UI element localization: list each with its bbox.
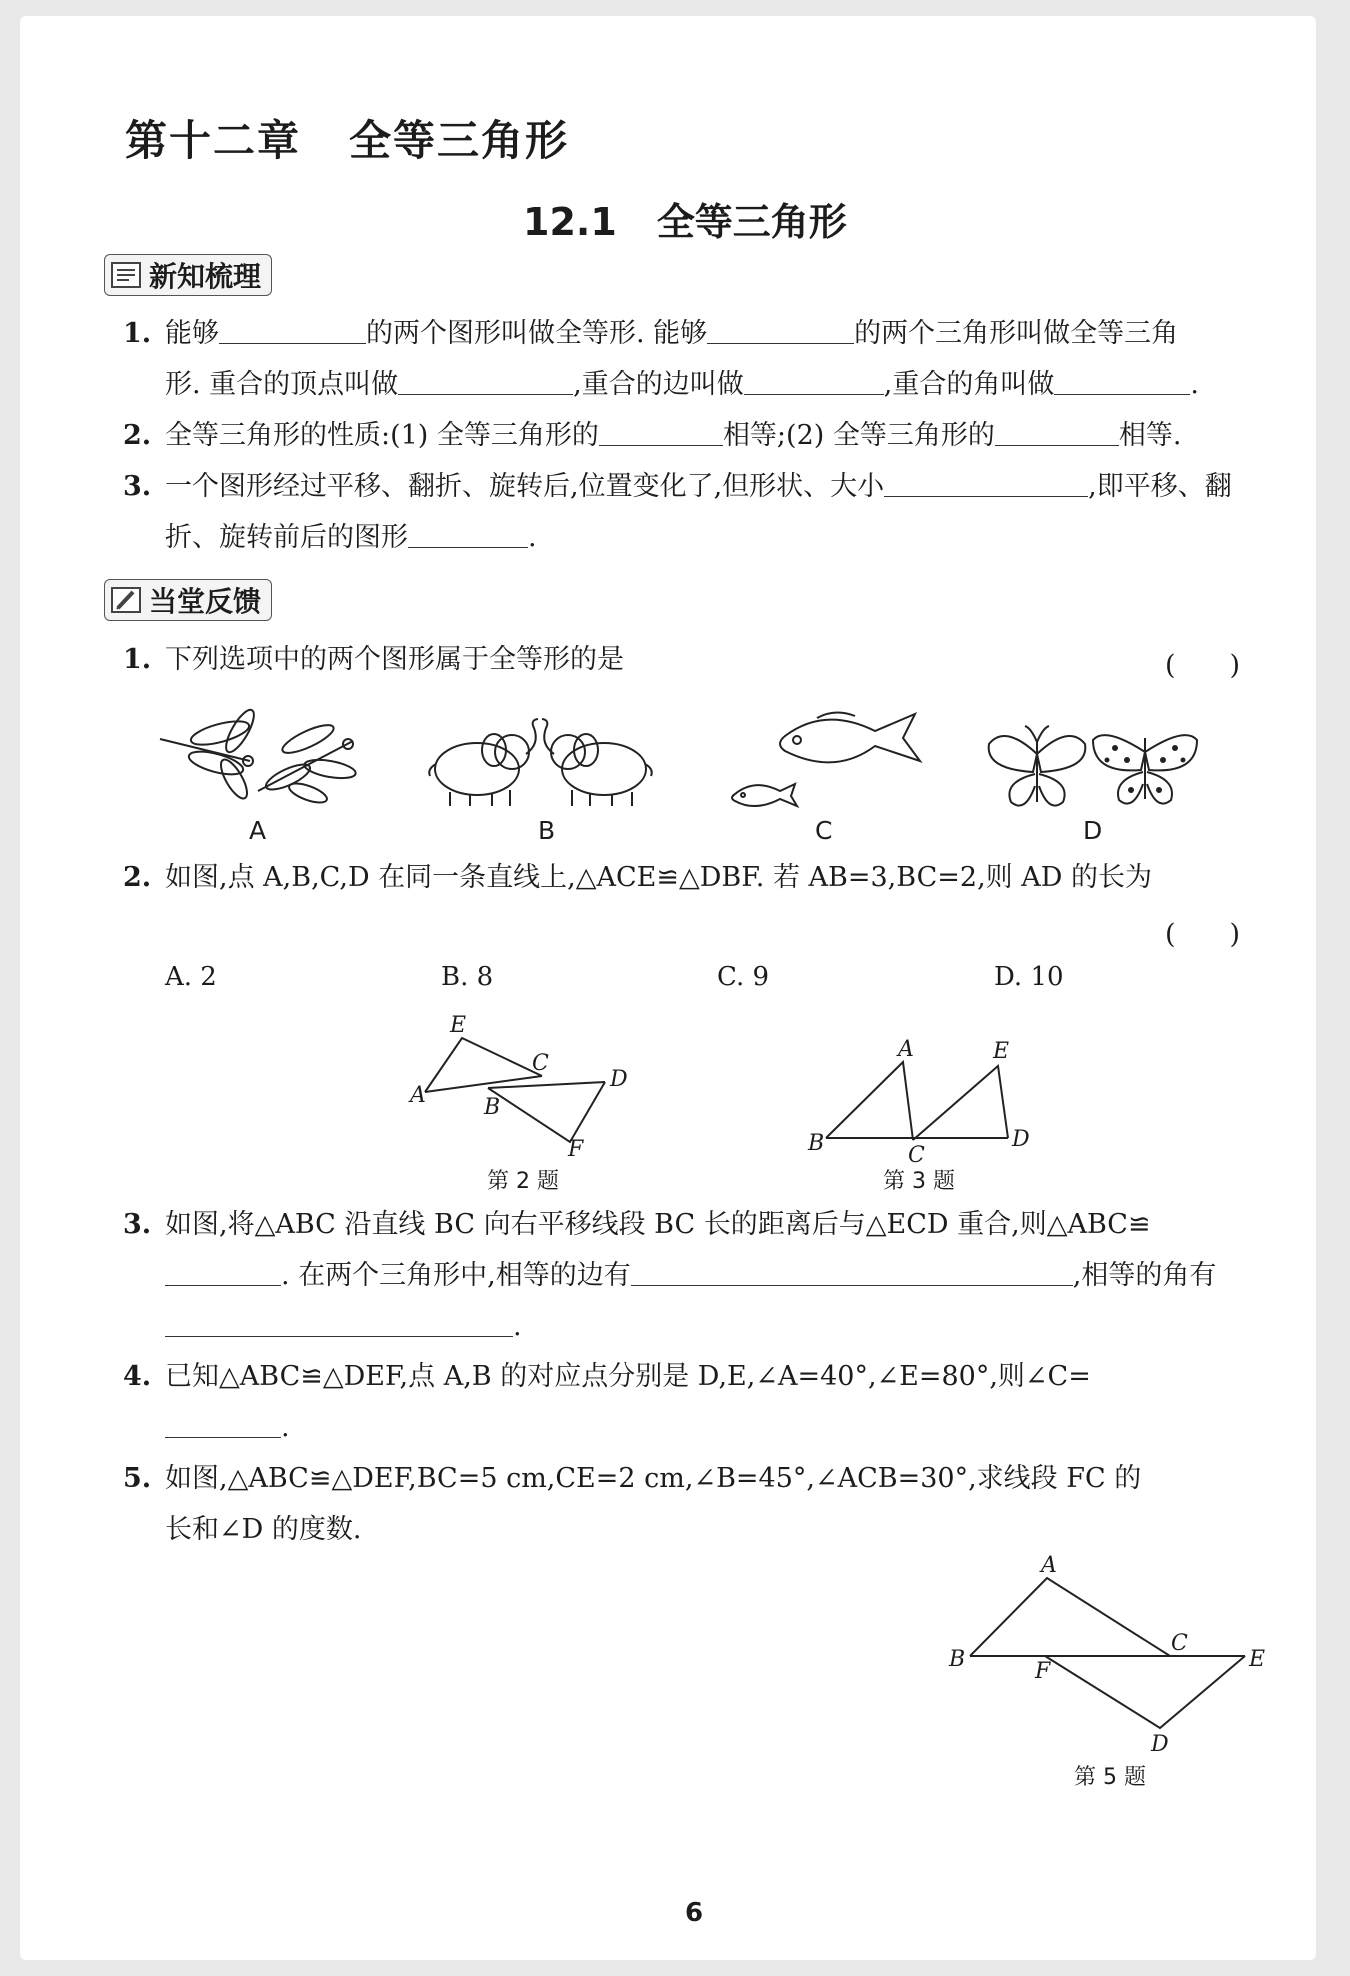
- dragonfly-pair-image: [158, 711, 368, 811]
- question-text: 如图,将△ABC 沿直线 BC 向右平移线段 BC 长的距离后与△ECD 重合,则△ABC≌: [165, 1209, 1151, 1240]
- point-label: A: [410, 1083, 426, 1108]
- p1-q1-line2: [165, 368, 1199, 402]
- answer-blank[interactable]: [165, 1411, 281, 1438]
- point-label: F: [568, 1137, 584, 1162]
- question-text: .: [513, 1311, 522, 1342]
- question-text: 的两个三角形叫做全等三角: [854, 318, 1179, 349]
- pencil-icon: [111, 587, 141, 613]
- point-label: D: [1012, 1127, 1030, 1152]
- point-label: C: [532, 1051, 549, 1076]
- p2-q4-line2: [165, 1411, 290, 1445]
- question-number: 2.: [123, 420, 152, 451]
- question-number: 5.: [123, 1463, 152, 1494]
- point-label: F: [1035, 1659, 1051, 1684]
- figure-3: [800, 1026, 1040, 1166]
- question-number: 1.: [123, 318, 152, 349]
- worksheet-page: [20, 16, 1316, 1960]
- question-number: 1.: [123, 644, 152, 675]
- answer-blank[interactable]: [408, 521, 528, 548]
- point-label: C: [1171, 1631, 1188, 1656]
- figure-5: [935, 1546, 1295, 1757]
- point-label: B: [949, 1647, 966, 1672]
- question-text: . 在两个三角形中,相等的边有: [281, 1260, 631, 1291]
- question-text: 下列选项中的两个图形属于全等形的是: [165, 644, 624, 675]
- point-label: E: [450, 1013, 467, 1038]
- option-label-b[interactable]: B: [538, 816, 556, 845]
- chapter-name: 全等三角形: [349, 116, 570, 165]
- p1-q1-line1: [123, 317, 1178, 351]
- choice-d[interactable]: D. 10: [994, 962, 1064, 992]
- p2-q3-line1: [123, 1208, 1151, 1242]
- section-name: 全等三角形: [656, 200, 847, 244]
- section-tag-label: 当堂反馈: [149, 585, 262, 618]
- p2-q2-line: [123, 861, 1152, 895]
- question-number: 3.: [123, 471, 152, 502]
- p2-q1-line: [123, 643, 624, 677]
- answer-blank[interactable]: [398, 368, 573, 395]
- point-label: A: [898, 1037, 914, 1062]
- section-tag-label: 新知梳理: [149, 260, 262, 293]
- question-text: 形. 重合的顶点叫做: [165, 369, 399, 400]
- point-label: E: [993, 1039, 1010, 1064]
- section-heading: [523, 191, 847, 246]
- figure-2-caption: 第 2 题: [487, 1169, 559, 1194]
- point-label: D: [610, 1067, 628, 1092]
- question-text: ,相等的角有: [1072, 1260, 1217, 1291]
- question-text: 的两个图形叫做全等形. 能够: [366, 318, 708, 349]
- question-number: 2.: [123, 862, 152, 893]
- butterfly-pair-image: [985, 724, 1200, 814]
- point-label: D: [1151, 1732, 1169, 1757]
- answer-blank[interactable]: [744, 368, 884, 395]
- question-text: 能够: [165, 318, 219, 349]
- p1-q2-line: [123, 419, 1181, 453]
- section-tag-feedback: [104, 579, 272, 621]
- answer-blank[interactable]: [995, 419, 1119, 446]
- question-text: 已知△ABC≌△DEF,点 A,B 的对应点分别是 D,E,∠A=40°,∠E=80°,则∠C=: [165, 1361, 1091, 1392]
- question-text: 长和∠D 的度数.: [165, 1514, 362, 1545]
- question-text: 全等三角形的性质:(1) 全等三角形的: [165, 420, 599, 451]
- point-label: E: [1249, 1647, 1266, 1672]
- question-text: 如图,△ABC≌△DEF,BC=5 cm,CE=2 cm,∠B=45°,∠ACB=30°,求线段 FC 的: [165, 1463, 1142, 1494]
- question-text: ,重合的边叫做: [573, 369, 744, 400]
- chapter-heading: [125, 108, 569, 168]
- p1-q3-line2: [165, 521, 537, 555]
- point-label: B: [808, 1131, 825, 1156]
- answer-blank[interactable]: [599, 419, 723, 446]
- question-text: 折、旋转前后的图形: [165, 522, 408, 553]
- answer-blank[interactable]: [165, 1259, 281, 1286]
- question-text: .: [1190, 369, 1199, 400]
- figure-2: [400, 1006, 640, 1162]
- figure-5-caption: 第 5 题: [1074, 1765, 1146, 1790]
- point-label: B: [484, 1095, 501, 1120]
- answer-blank[interactable]: [1054, 368, 1190, 395]
- answer-blank[interactable]: [707, 317, 854, 344]
- option-label-c[interactable]: C: [815, 816, 833, 845]
- answer-blank[interactable]: [219, 317, 366, 344]
- point-label: A: [1041, 1553, 1057, 1578]
- p1-q3-line1: [123, 470, 1232, 504]
- answer-blank[interactable]: [631, 1259, 1073, 1286]
- point-label: C: [908, 1143, 925, 1168]
- question-number: 4.: [123, 1361, 152, 1392]
- question-text: .: [281, 1412, 290, 1443]
- question-text: .: [528, 522, 537, 553]
- answer-paren[interactable]: ( ): [1165, 650, 1241, 681]
- section-number: 12.1: [523, 200, 617, 244]
- chapter-title: 第十二章: [125, 116, 302, 165]
- figure-3-caption: 第 3 题: [883, 1169, 955, 1194]
- section-tag-new-knowledge: [104, 254, 272, 296]
- p2-q3-line2: [165, 1259, 1216, 1293]
- p2-q4-line1: [123, 1360, 1091, 1394]
- question-number: 3.: [123, 1209, 152, 1240]
- question-text: 一个图形经过平移、翻折、旋转后,位置变化了,但形状、大小: [165, 471, 885, 502]
- question-text: 相等.: [1118, 420, 1182, 451]
- question-text: ,即平移、翻: [1088, 471, 1232, 502]
- answer-blank[interactable]: [165, 1310, 513, 1337]
- choice-b[interactable]: B. 8: [441, 962, 494, 992]
- answer-paren[interactable]: ( ): [1165, 919, 1241, 950]
- choice-a[interactable]: A. 2: [165, 962, 217, 992]
- choice-c[interactable]: C. 9: [717, 962, 770, 992]
- option-label-a[interactable]: A: [249, 816, 267, 845]
- p2-q5-line2: [165, 1513, 361, 1547]
- question-text: ,重合的角叫做: [883, 369, 1055, 400]
- question-text: 相等;(2) 全等三角形的: [722, 420, 995, 451]
- answer-blank[interactable]: [884, 470, 1088, 497]
- elephant-pair-image: [422, 714, 662, 809]
- p2-q3-line3: [165, 1310, 522, 1344]
- question-text: 如图,点 A,B,C,D 在同一条直线上,△ACE≌△DBF. 若 AB=3,BC=2,则 AD 的长为: [165, 862, 1152, 893]
- option-label-d[interactable]: D: [1083, 816, 1103, 845]
- page-number: 6: [685, 1898, 704, 1928]
- book-icon: [111, 262, 141, 288]
- p2-q5-line1: [123, 1462, 1141, 1496]
- fish-pair-image: [725, 706, 930, 816]
